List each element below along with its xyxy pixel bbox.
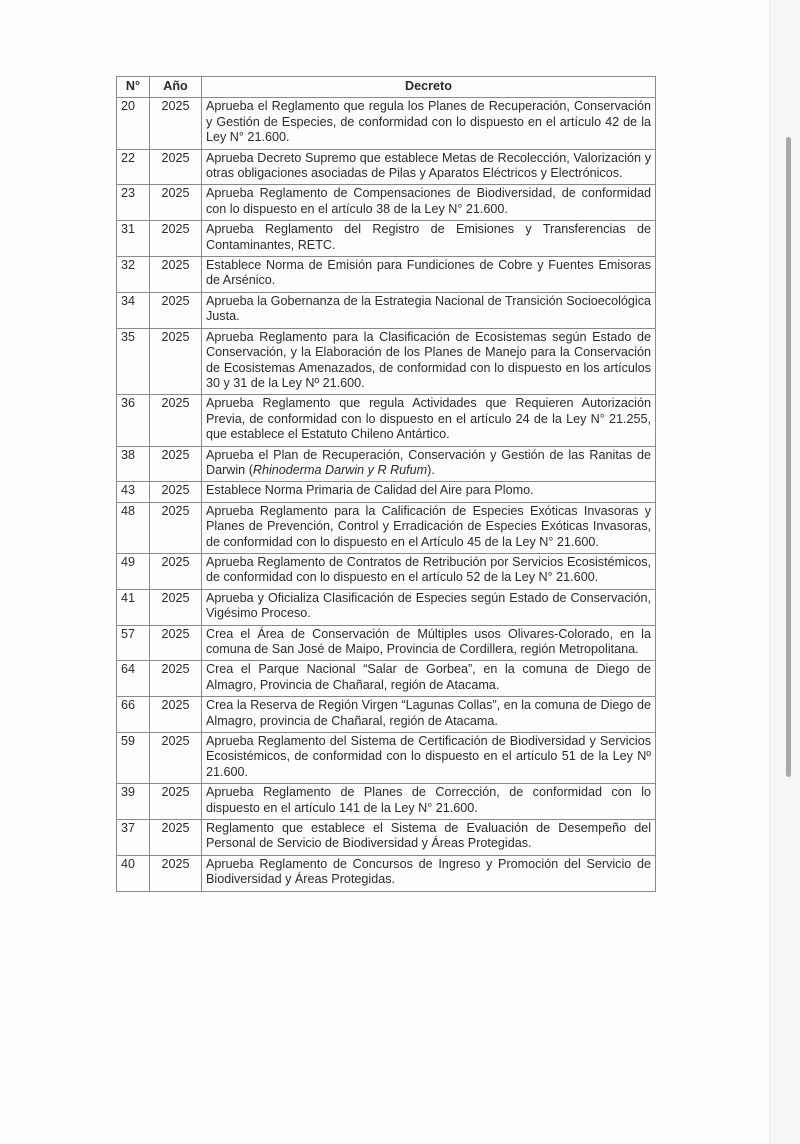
table-row — [117, 482, 656, 502]
decree-number: 31 — [117, 221, 150, 257]
table-row — [117, 589, 656, 625]
decree-year: 2025 — [150, 733, 202, 784]
decree-number: 41 — [117, 589, 150, 625]
decree-number: 66 — [117, 697, 150, 733]
table-row — [117, 697, 656, 733]
decree-description: Aprueba Reglamento del Sistema de Certificación de Biodiversidad y Servicios Ecosistémicos, de conformidad con lo dispuesto en el artículo 51 de la Ley Nº 21.600. — [202, 733, 656, 784]
decree-description: Aprueba Reglamento del Registro de Emisiones y Transferencias de Contaminantes, RETC. — [202, 221, 656, 257]
decree-number: 22 — [117, 149, 150, 185]
decree-number: 23 — [117, 185, 150, 221]
table-header-row — [117, 77, 656, 98]
scrollbar-thumb[interactable] — [786, 137, 791, 777]
decree-number: 40 — [117, 855, 150, 891]
decree-description: Establece Norma Primaria de Calidad del Aire para Plomo. — [202, 482, 656, 502]
table-row — [117, 784, 656, 820]
decree-year: 2025 — [150, 784, 202, 820]
decree-year: 2025 — [150, 98, 202, 149]
decree-year: 2025 — [150, 395, 202, 446]
decree-number: 20 — [117, 98, 150, 149]
table-row — [117, 257, 656, 293]
table-row — [117, 733, 656, 784]
decree-number: 38 — [117, 446, 150, 482]
header-decree: Decreto — [202, 77, 656, 98]
decree-number: 48 — [117, 502, 150, 553]
decree-year: 2025 — [150, 553, 202, 589]
decree-description: Crea la Reserva de Región Virgen “Lagunas Collas”, en la comuna de Diego de Almagro, provincia de Chañaral, región de Atacama. — [202, 697, 656, 733]
decree-year: 2025 — [150, 855, 202, 891]
table-row — [117, 502, 656, 553]
decree-year: 2025 — [150, 446, 202, 482]
decree-year: 2025 — [150, 328, 202, 395]
decree-number: 43 — [117, 482, 150, 502]
decree-year: 2025 — [150, 661, 202, 697]
table-row — [117, 661, 656, 697]
table-row — [117, 292, 656, 328]
decree-year: 2025 — [150, 482, 202, 502]
table-row — [117, 625, 656, 661]
decree-number: 32 — [117, 257, 150, 293]
decree-description: Reglamento que establece el Sistema de Evaluación de Desempeño del Personal de Servicio de Biodiversidad y Áreas Protegidas. — [202, 820, 656, 856]
decree-description: Aprueba Reglamento de Contratos de Retribución por Servicios Ecosistémicos, de conformidad con lo dispuesto en el artículo 52 de la Ley N° 21.600. — [202, 553, 656, 589]
decree-year: 2025 — [150, 625, 202, 661]
table-row — [117, 185, 656, 221]
decree-description: Aprueba Reglamento para la Clasificación de Ecosistemas según Estado de Conservación, y la Elaboración de los Planes de Manejo para la Conservación de Ecosistemas Amenazados, de conformidad con lo dispuesto en los artículos 30 y 31 de la Ley Nº 21.600. — [202, 328, 656, 395]
decree-year: 2025 — [150, 589, 202, 625]
decrees-table — [116, 76, 656, 892]
decree-year: 2025 — [150, 149, 202, 185]
table-row — [117, 820, 656, 856]
header-year: Año — [150, 77, 202, 98]
decree-description: Aprueba el Reglamento que regula los Planes de Recuperación, Conservación y Gestión de Especies, de conformidad con lo dispuesto en el artículo 42 de la Ley N° 21.600. — [202, 98, 656, 149]
decree-year: 2025 — [150, 292, 202, 328]
decree-description: Aprueba Reglamento de Concursos de Ingreso y Promoción del Servicio de Biodiversidad y Áreas Protegidas. — [202, 855, 656, 891]
decree-number: 59 — [117, 733, 150, 784]
decree-description: Aprueba Reglamento que regula Actividades que Requieren Autorización Previa, de conformidad con lo dispuesto en el artículo 24 de la Ley N° 21.255, que establece el Estatuto Chileno Antártico. — [202, 395, 656, 446]
decree-number: 49 — [117, 553, 150, 589]
decree-description: Aprueba y Oficializa Clasificación de Especies según Estado de Conservación, Vigésimo Proceso. — [202, 589, 656, 625]
decree-description: Aprueba la Gobernanza de la Estrategia Nacional de Transición Socioecológica Justa. — [202, 292, 656, 328]
decree-description: Aprueba Reglamento para la Calificación de Especies Exóticas Invasoras y Planes de Prevención, Control y Erradicación de Especies Exóticas Invasoras, de conformidad con lo dispuesto en el Artículo 45 de la Ley N° 21.600. — [202, 502, 656, 553]
table-row — [117, 221, 656, 257]
decree-year: 2025 — [150, 221, 202, 257]
table-row — [117, 98, 656, 149]
decree-description: Establece Norma de Emisión para Fundiciones de Cobre y Fuentes Emisoras de Arsénico. — [202, 257, 656, 293]
decree-year: 2025 — [150, 697, 202, 733]
decree-number: 35 — [117, 328, 150, 395]
decree-year: 2025 — [150, 820, 202, 856]
decree-description: Aprueba Reglamento de Compensaciones de Biodiversidad, de conformidad con lo dispuesto en el artículo 38 de la Ley N° 21.600. — [202, 185, 656, 221]
decree-number: 64 — [117, 661, 150, 697]
decree-description: Crea el Parque Nacional “Salar de Gorbea”, en la comuna de Diego de Almagro, Provincia de Chañaral, región de Atacama. — [202, 661, 656, 697]
decree-text-before: Aprueba el Plan de Recuperación, Conservación y Gestión de las Ranitas de Darwin ( — [206, 447, 651, 477]
table-row — [117, 328, 656, 395]
decree-number: 36 — [117, 395, 150, 446]
decree-number: 37 — [117, 820, 150, 856]
table-row — [117, 395, 656, 446]
decree-year: 2025 — [150, 185, 202, 221]
decree-number: 34 — [117, 292, 150, 328]
decree-number: 39 — [117, 784, 150, 820]
decree-description — [202, 446, 656, 482]
decree-year: 2025 — [150, 257, 202, 293]
table-row — [117, 855, 656, 891]
vertical-scrollbar[interactable] — [769, 0, 800, 1144]
decree-description: Aprueba Reglamento de Planes de Corrección, de conformidad con lo dispuesto en el artículo 141 de la Ley N° 21.600. — [202, 784, 656, 820]
table-row — [117, 446, 656, 482]
table-row — [117, 149, 656, 185]
decree-description: Crea el Área de Conservación de Múltiples usos Olivares-Colorado, en la comuna de San José de Maipo, Provincia de Cordillera, región Metropolitana. — [202, 625, 656, 661]
header-number: N° — [117, 77, 150, 98]
species-name-italic: Rhinoderma Darwin y R Rufum — [252, 462, 428, 477]
decree-text-after: ). — [427, 462, 435, 477]
decree-year: 2025 — [150, 502, 202, 553]
table-row — [117, 553, 656, 589]
decree-description: Aprueba Decreto Supremo que establece Metas de Recolección, Valorización y otras obligaciones asociadas de Pilas y Aparatos Eléctricos y Electrónicos. — [202, 149, 656, 185]
decree-number: 57 — [117, 625, 150, 661]
